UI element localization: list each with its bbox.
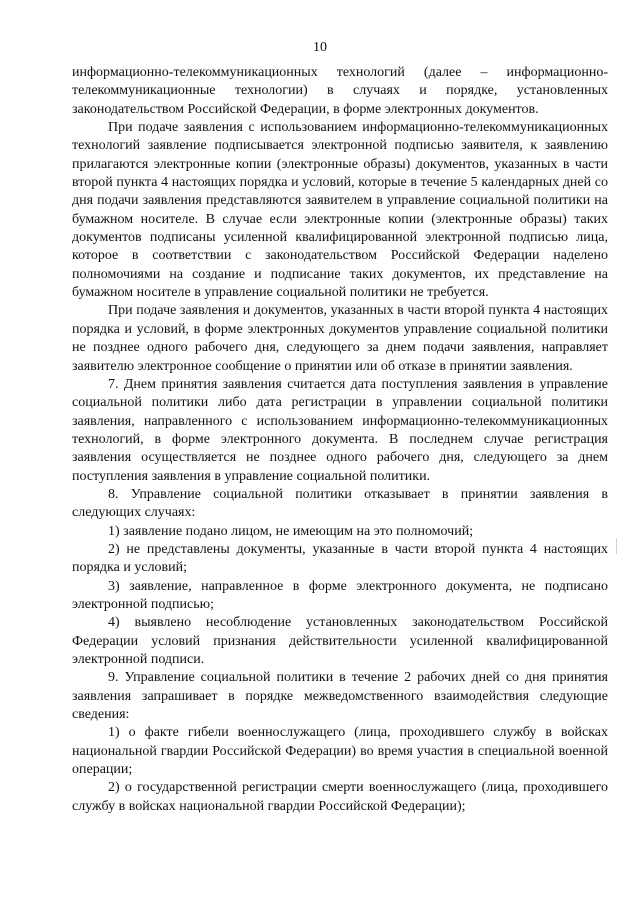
paragraph: 9. Управление социальной политики в течение 2 рабочих дней со дня принятия заявления запрашивает в порядке межведомственного взаимодействия следующие сведения:	[72, 670, 608, 723]
paragraph: 7. Днем принятия заявления считается дата поступления заявления в управление социальной политики либо дата регистрации в управлении социальной политики заявления, направленного с использованием информационно-телекоммуникационных технологий, в форме электронного документа. В последнем случае регистрация заявления осуществляется не позднее одного рабочего дня, следующего за днем поступления заявления в управление социальной политики.	[72, 376, 608, 484]
paragraph: 2) не представлены документы, указанные в части второй пункта 4 настоящих порядка и условий;	[72, 541, 608, 576]
scan-artifact	[616, 538, 617, 554]
document-body	[72, 64, 608, 816]
paragraph: 3) заявление, направленное в форме электронного документа, не подписано электронной подписью;	[72, 578, 608, 612]
page-number: 10	[313, 40, 327, 55]
paragraph: При подаче заявления и документов, указанных в части второй пункта 4 настоящих порядка и условий, в форме электронных документов управление социальной политики не позднее одного рабочего дня, следующего за днем подачи заявления, направляет заявителю электронное сообщение о принятии или об отказе в принятии заявления.	[72, 303, 608, 374]
paragraph: При подаче заявления с использованием информационно-телекоммуникационных технологий заявление подписывается электронной подписью заявителя, к заявлению прилагаются электронные копии (электронные образы) документов, указанных в части второй пункта 4 настоящих порядка и условий, которые в течение 5 календарных дней со дня подачи заявления представляются заявителем в управление социальной политики на бумажном носителе. В случае если электронные копии (электронные образы) таких документов подписаны усиленной квалифицированной электронной подписью лица, которое в соответствии с законодательством Российской Федерации наделено полномочиями на создание и подписание таких документов, их представление на бумажном носителе в управление социальной политики не требуется.	[72, 120, 608, 301]
paragraph: 2) о государственной регистрации смерти военнослужащего (лица, проходившего службу в войсках национальной гвардии Российской Федерации);	[72, 780, 608, 814]
paragraph: 4) выявлено несоблюдение установленных законодательством Российской Федерации условий признания действительности усиленной квалифицированной электронной подписи.	[72, 615, 608, 667]
paragraph: информационно-телекоммуникационных технологий (далее – информационно-телекоммуникационные технологии) в случаях и порядке, установленных законодательством Российской Федерации, в форме электронных документов.	[72, 65, 608, 117]
paragraph: 1) о факте гибели военнослужащего (лица, проходившего службу в войсках национальной гвардии Российской Федерации) во время участия в специальной военной операции;	[72, 725, 608, 778]
paragraph: 1) заявление подано лицом, не имеющим на это полномочий;	[108, 523, 474, 539]
paragraph: 8. Управление социальной политики отказывает в принятии заявления в следующих случаях:	[72, 486, 608, 521]
